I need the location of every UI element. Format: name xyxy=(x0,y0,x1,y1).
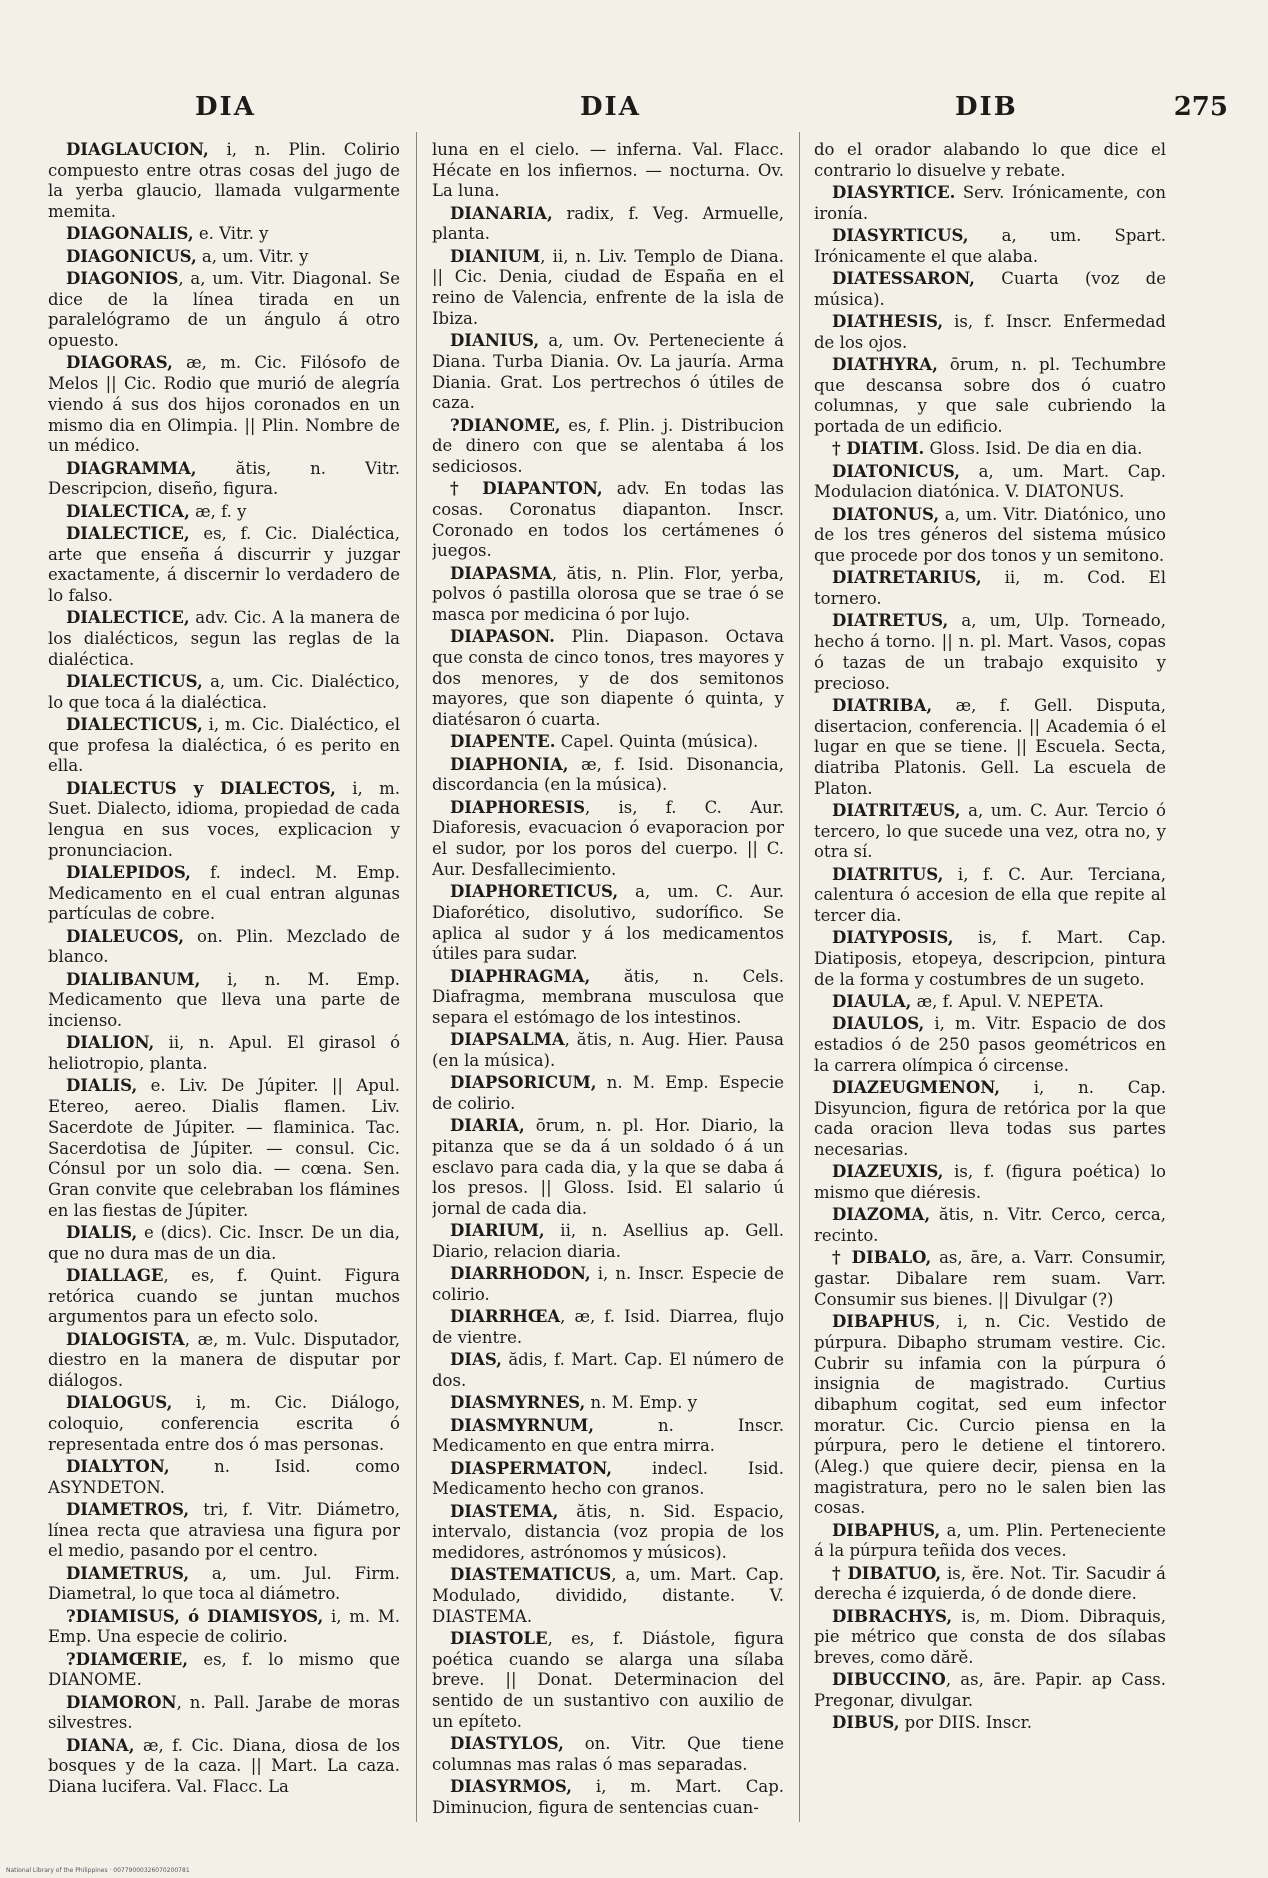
entry-headword: DIATRETUS, xyxy=(832,611,949,631)
entry-headword: DIAZEUXIS, xyxy=(832,1162,944,1182)
entry-headword: DIBAPHUS xyxy=(832,1312,936,1332)
dictionary-entry xyxy=(48,1650,400,1691)
entry-definition: ii, m. Cod. El tornero. xyxy=(814,568,1166,609)
entry-headword: DIASYRMOS, xyxy=(450,1777,572,1797)
entry-definition: ōrum, n. pl. Hor. Diario, la pitanza que se da á un soldado ó á un esclavo para cada dia, y la que se daba á los presos. || Gloss. Isid. El salario ú jornal de cada dia. xyxy=(432,1116,784,1219)
entry-headword: DIAMETROS, xyxy=(66,1500,190,1520)
entry-headword: DIALECTICA, xyxy=(66,501,190,521)
entry-definition: , a, um. Mart. Cap. Modulado, dividido, distante. V. DIASTEMA. xyxy=(432,1565,784,1626)
entry-definition: æ, f. Cic. Diana, diosa de los bosques y de la caza. || Mart. La caza. Diana lucifera. Val. Flacc. La xyxy=(48,1735,400,1797)
dictionary-entry xyxy=(814,269,1166,310)
entry-headword: DIAZEUGMENON, xyxy=(832,1078,1000,1098)
entry-definition: i, m. Cic. Dialéctico, el que profesa la dialéctica, ó es perito en ella. xyxy=(48,714,400,776)
dictionary-entry xyxy=(814,928,1166,990)
dictionary-entry xyxy=(814,1162,1166,1203)
entry-definition: ătis, n. Vitr. Descripcion, diseño, figura. xyxy=(48,458,400,499)
dictionary-entry xyxy=(48,1564,400,1605)
dictionary-entry xyxy=(814,696,1166,800)
entry-definition: ōrum, n. pl. Techumbre que descansa sobre dos ó cuatro columnas, y que sale cubriendo la portada de un edificio. xyxy=(814,355,1166,437)
entry-headword: DIATRETARIUS, xyxy=(832,568,982,588)
entry-headword: DIAULOS, xyxy=(832,1014,925,1034)
entry-headword: DIAPHONIA, xyxy=(450,754,569,774)
entry-definition: ădis, f. Mart. Cap. El número de dos. xyxy=(432,1350,784,1391)
entry-headword: DIALECTICUS, xyxy=(66,714,203,734)
entry-headword: † DIATIM. xyxy=(832,439,925,459)
page-number: 275 xyxy=(1173,92,1228,122)
dictionary-entry xyxy=(814,1078,1166,1161)
dictionary-entry xyxy=(48,1330,400,1392)
entry-headword: DIASTOLE xyxy=(450,1629,548,1649)
entry-definition: i, m. Vitr. Espacio de dos estadios ó de 250 pasos geométricos en la carrera olímpica ó circense. xyxy=(814,1014,1166,1075)
entry-headword: DIATRITÆUS, xyxy=(832,800,961,820)
dictionary-entry xyxy=(48,1076,400,1221)
entry-headword: DIAGONICUS, xyxy=(66,246,197,266)
entry-headword: DIAPSALMA xyxy=(450,1030,565,1050)
entry-headword: DIAPENTE. xyxy=(450,732,556,752)
entry-definition: tri, f. Vitr. Diámetro, línea recta que atraviesa una figura por el medio, pasando por el centro. xyxy=(48,1500,400,1561)
entry-definition: , ii, n. Liv. Templo de Diana. || Cic. Denia, ciudad de España en el reino de Valencia, enfrente de la isla de Ibiza. xyxy=(432,246,784,328)
entry-definition: n. M. Emp. y xyxy=(585,1393,698,1413)
entry-definition: , is, f. C. Aur. Diaforesis, evacuacion ó evaporacion por el sudor, por los poros del cuerpo. || C. Aur. Desfallecimiento. xyxy=(432,797,784,879)
entry-definition: Serv. Irónicamente, con ironía. xyxy=(814,183,1166,223)
text-column-2 xyxy=(432,140,784,1830)
entry-headword: DIBUS, xyxy=(832,1713,900,1733)
entry-definition: is, m. Diom. Dibraquis, pie métrico que consta de dos sílabas breves, como dărĕ. xyxy=(814,1606,1166,1668)
dictionary-entry xyxy=(432,564,784,626)
entry-headword: DIASYRTICUS, xyxy=(832,226,969,245)
entry-headword: DIALIS, xyxy=(66,1076,138,1096)
entry-headword: † DIBATUO, xyxy=(832,1563,942,1583)
entry-definition: f. indecl. M. Emp. Medicamento en el cual entran algunas partículas de cobre. xyxy=(48,863,400,924)
dictionary-entry xyxy=(48,1266,400,1328)
entry-definition: a, um. Plin. Perteneciente á la púrpura teñida dos veces. xyxy=(814,1520,1166,1561)
entry-definition: , a, um. Vitr. Diagonal. Se dice de la línea tirada en un paralelógramo de un ángulo á otro opuesto. xyxy=(48,269,400,351)
entry-definition: es, f. Plin. j. Distribucion de dinero con que se alentaba á los sediciosos. xyxy=(432,415,784,476)
library-credit: National Library of the Philippines · 00779000326070200781 xyxy=(6,1867,190,1874)
entry-definition: is, f. Mart. Cap. Diatiposis, etopeya, descripcion, pintura de la forma y costumbres de un sugeto. xyxy=(814,928,1166,989)
entry-definition: a, um. Mart. Cap. Modulacion diatónica. V. DIATONUS. xyxy=(814,461,1166,502)
entry-headword: DIATONUS, xyxy=(832,504,940,524)
dictionary-entry xyxy=(432,798,784,881)
dictionary-entry xyxy=(432,1393,784,1414)
entry-headword: DIAPASMA xyxy=(450,563,552,583)
entry-headword: DIALION, xyxy=(66,1033,155,1053)
entry-definition: a, um. C. Aur. Diaforético, disolutivo, sudorífico. Se aplica al sudor y á los medicamentos útiles para sudar. xyxy=(432,882,784,964)
entry-definition: a, um. Spart. Irónicamente el que alaba. xyxy=(814,226,1166,266)
entry-headword: DIBRACHYS, xyxy=(832,1606,953,1626)
entry-definition: a, um. Jul. Firm. Diametral, lo que toca al diámetro. xyxy=(48,1563,400,1604)
entry-headword: DIALOGISTA xyxy=(66,1329,185,1349)
entry-definition: , æ, f. Isid. Diarrea, flujo de vientre. xyxy=(432,1307,784,1348)
entry-definition: i, n. M. Emp. Medicamento que lleva una parte de incienso. xyxy=(48,969,400,1031)
entry-headword: DIALECTUS y DIALECTOS, xyxy=(66,778,336,798)
entry-headword: DIASMYRNES, xyxy=(450,1393,586,1413)
entry-definition: æ, m. Cic. Filósofo de Melos || Cic. Rodio que murió de alegría viendo á sus dos hijos coronados en un mismo dia en Olimpia. || Plin. Nombre de un médico. xyxy=(48,353,400,456)
dictionary-entry xyxy=(48,715,400,777)
entry-definition: a, um. Cic. Dialéctico, lo que toca á la dialéctica. xyxy=(48,671,400,712)
entry-definition: a, um. Vitr. Diatónico, uno de los tres géneros del sistema músico que procede por dos tonos y un semitono. xyxy=(814,504,1166,566)
dictionary-entry xyxy=(432,416,784,478)
entry-definition: e. Liv. De Júpiter. || Apul. Etereo, aereo. Dialis flamen. Liv. Sacerdote de Júpiter. — flaminica. Tac. Sacerdotisa de Júpiter. — consul. Cic. Cónsul por un solo dia. — cœna. Sen. Gran convite que celebraban los flámines en las fiestas de Júpiter. xyxy=(48,1076,400,1220)
dictionary-entry xyxy=(432,1073,784,1114)
dictionary-entry xyxy=(432,967,784,1029)
entry-definition: æ, f. Gell. Disputa, disertacion, conferencia. || Academia ó el lugar en que se tiene. || Escuela. Secta, diatriba Platonis. Gell. La escuela de Platon. xyxy=(814,695,1166,798)
dictionary-entry xyxy=(48,1033,400,1074)
dictionary-entry xyxy=(48,459,400,500)
dictionary-entry xyxy=(814,992,1166,1013)
text-column-1 xyxy=(48,140,400,1830)
dictionary-entry xyxy=(814,1014,1166,1076)
dictionary-entry xyxy=(814,1205,1166,1246)
dictionary-entry xyxy=(48,970,400,1032)
entry-headword: DIASTEMATICUS xyxy=(450,1565,612,1585)
header-left-word: DIA xyxy=(195,92,256,122)
entry-headword: DIARRHŒA xyxy=(450,1307,561,1327)
entry-definition: ii, n. Apul. El girasol ó heliotropio, planta. xyxy=(48,1033,400,1074)
dictionary-entry xyxy=(48,269,400,352)
entry-definition: por DIIS. Inscr. xyxy=(899,1713,1032,1733)
entry-definition: do el orador alabando lo que dice el contrario lo disuelve y rebate. xyxy=(814,140,1166,180)
entry-headword: DIASTEMA, xyxy=(450,1501,559,1521)
dictionary-entry xyxy=(48,1500,400,1562)
dictionary-entry xyxy=(814,568,1166,609)
dictionary-entry xyxy=(432,1459,784,1500)
dictionary-entry xyxy=(48,353,400,457)
entry-headword: DIAPHRAGMA, xyxy=(450,966,591,986)
entry-definition: æ, f. y xyxy=(189,501,247,521)
entry-definition: i, m. Mart. Cap. Diminucion, figura de sentencias cuan- xyxy=(432,1777,784,1817)
dictionary-entry xyxy=(48,247,400,268)
entry-definition: es, f. lo mismo que DIANOME. xyxy=(48,1649,400,1690)
dictionary-entry xyxy=(814,1607,1166,1669)
dictionary-entry xyxy=(814,439,1166,460)
entry-headword: DIATRIBA, xyxy=(832,695,933,715)
entry-definition: a, um. Vitr. y xyxy=(196,246,309,266)
entry-headword: DIBAPHUS, xyxy=(832,1520,941,1540)
entry-definition: is, f. Inscr. Enfermedad de los ojos. xyxy=(814,312,1166,352)
column-divider xyxy=(416,132,417,1822)
entry-headword: DIAPSORICUM, xyxy=(450,1073,597,1093)
entry-definition: , as, āre. Papir. ap Cass. Pregonar, divulgar. xyxy=(814,1670,1166,1711)
entry-headword: DIAPHORESIS xyxy=(450,797,586,817)
dictionary-entry xyxy=(432,627,784,731)
entry-headword: † DIBALO, xyxy=(832,1248,932,1268)
entry-definition: , ătis, n. Aug. Hier. Pausa (en la música). xyxy=(432,1030,784,1070)
dictionary-entry xyxy=(48,1607,400,1648)
text-column-3 xyxy=(814,140,1166,1830)
entry-definition: Plin. Diapason. Octava que consta de cinco tonos, tres mayores y dos menores, y de dos semitonos mayores, que son diapente ó quinta, y diatésaron ó cuarta. xyxy=(432,627,784,730)
entry-definition: i, m. Cic. Diálogo, coloquio, conferencia escrita ó representada entre dos ó mas personas. xyxy=(48,1393,400,1454)
entry-definition: ătis, n. Vitr. Cerco, cerca, recinto. xyxy=(814,1205,1166,1246)
entry-headword: DIAZOMA, xyxy=(832,1205,931,1225)
entry-headword: ?DIAMŒRIE, xyxy=(66,1649,188,1669)
entry-definition: on. Plin. Mezclado de blanco. xyxy=(48,926,400,967)
entry-definition: æ, f. Isid. Disonancia, discordancia (en la música). xyxy=(432,754,784,795)
dictionary-entry xyxy=(432,479,784,562)
dictionary-entry xyxy=(814,1312,1166,1519)
entry-definition: e (dics). Cic. Inscr. De un dia, que no dura mas de un dia. xyxy=(48,1222,400,1263)
entry-headword: DIATYPOSIS, xyxy=(832,928,954,948)
dictionary-entry xyxy=(814,1564,1166,1605)
entry-definition: i, n. Inscr. Especie de colirio. xyxy=(432,1264,784,1305)
entry-definition: Cuarta (voz de música). xyxy=(814,269,1166,309)
dictionary-entry xyxy=(814,1713,1166,1734)
entry-headword: DIATONICUS, xyxy=(832,461,960,481)
header-center-word: DIA xyxy=(580,92,641,122)
entry-definition: i, m. Suet. Dialecto, idioma, propiedad de cada lengua en sus voces, explicacion y pronunciacion. xyxy=(48,778,400,860)
entry-headword: ?DIANOME, xyxy=(450,415,561,435)
entry-headword: DIAMORON xyxy=(66,1692,177,1712)
entry-headword: DIALECTICUS, xyxy=(66,671,203,691)
dictionary-entry xyxy=(432,1116,784,1220)
entry-headword: DIAPASON. xyxy=(450,627,555,647)
entry-definition: , n. Pall. Jarabe de moras silvestres. xyxy=(48,1692,400,1733)
dictionary-entry xyxy=(48,1457,400,1498)
dictionary-entry xyxy=(814,312,1166,353)
dictionary-entry xyxy=(432,331,784,414)
entry-definition: is, ĕre. Not. Tir. Sacudir á derecha é izquierda, ó de donde diere. xyxy=(814,1563,1166,1604)
entry-definition: Capel. Quinta (música). xyxy=(555,732,759,752)
dictionary-entry xyxy=(432,1307,784,1348)
entry-headword: DIAGONALIS, xyxy=(66,224,194,244)
entry-definition: Gloss. Isid. De dia en dia. xyxy=(924,439,1143,459)
dictionary-entry xyxy=(432,1565,784,1627)
entry-definition: indecl. Isid. Medicamento hecho con granos. xyxy=(432,1458,784,1499)
dictionary-entry xyxy=(48,502,400,523)
running-header xyxy=(40,92,1228,132)
dictionary-entry xyxy=(814,1670,1166,1711)
entry-headword: DIALECTICE, xyxy=(66,608,190,628)
dictionary-entry xyxy=(432,1350,784,1391)
entry-headword: ?DIAMISUS, ó DIAMISYOS, xyxy=(66,1606,324,1626)
dictionary-entry xyxy=(48,1223,400,1264)
dictionary-entry xyxy=(48,224,400,245)
entry-headword: DIANIUS, xyxy=(450,331,540,351)
dictionary-entry xyxy=(814,462,1166,503)
entry-definition: , æ, m. Vulc. Disputador, diestro en la manera de disputar por diálogos. xyxy=(48,1329,400,1391)
header-right-word: DIB xyxy=(955,92,1018,122)
entry-headword: DIBUCCINO xyxy=(832,1670,946,1690)
entry-definition: , es, f. Quint. Figura retórica cuando se juntan muchos argumentos para un efecto solo. xyxy=(48,1265,400,1327)
dictionary-entry xyxy=(48,1393,400,1455)
dictionary-entry xyxy=(432,1734,784,1775)
dictionary-entry xyxy=(432,1221,784,1262)
entry-headword: DIALIS, xyxy=(66,1222,138,1242)
entry-definition: , i, n. Cic. Vestido de púrpura. Dibapho strumam vestire. Cic. Cubrir su infamia con la púrpura ó insignia de magistrado. Curtius dibaphum cogitat, sed eum infector moratur. Cic. Curcio piensa en la púrpura, pero le detiene el tintorero. (Aleg.) que quiere decir, piensa en la magistratura, pero no le salen bien las cosas. xyxy=(814,1312,1166,1518)
dictionary-entry xyxy=(432,204,784,245)
entry-definition: n. M. Emp. Especie de colirio. xyxy=(432,1073,784,1113)
dictionary-entry xyxy=(432,1416,784,1457)
entry-definition: i, f. C. Aur. Terciana, calentura ó accesion de ella que repite al tercer dia. xyxy=(814,864,1166,926)
entry-headword: DIASTYLOS, xyxy=(450,1734,564,1754)
entry-definition: n. Inscr. Medicamento en que entra mirra. xyxy=(432,1415,784,1456)
column-divider xyxy=(799,132,800,1822)
dictionary-entry xyxy=(432,732,784,753)
entry-headword: † DIAPANTON, xyxy=(450,479,603,499)
entry-definition: as, āre, a. Varr. Consumir, gastar. Dibalare rem suam. Varr. Consumir sus bienes. || Divulgar (?) xyxy=(814,1248,1166,1309)
dictionary-entry xyxy=(48,927,400,968)
dictionary-entry xyxy=(814,801,1166,863)
entry-definition: a, um. C. Aur. Tercio ó tercero, lo que sucede una vez, otra no, y otra sí. xyxy=(814,800,1166,862)
dictionary-entry xyxy=(432,882,784,965)
entry-headword: DIALEPIDOS, xyxy=(66,863,191,883)
entry-headword: DIASYRTICE. xyxy=(832,183,956,202)
entry-definition: i, n. Cap. Disyuncion, figura de retórica por la que cada oracion lleva todas sus partes necesarias. xyxy=(814,1078,1166,1160)
entry-headword: DIALOGUS, xyxy=(66,1393,173,1413)
entry-headword: DIAGLAUCION, xyxy=(66,140,209,159)
dictionary-entry xyxy=(48,863,400,925)
dictionary-entry xyxy=(814,1248,1166,1310)
entry-headword: DIATRITUS, xyxy=(832,864,944,884)
entry-headword: DIAMETRUS, xyxy=(66,1563,190,1583)
entry-headword: DIAS, xyxy=(450,1350,502,1370)
entry-definition: , es, f. Diástole, figura poética cuando se alarga una sílaba breve. || Donat. Determinacion del sentido de un sustantivo con auxilio de un epíteto. xyxy=(432,1629,784,1731)
dictionary-entry xyxy=(432,140,784,202)
entry-definition: adv. Cic. A la manera de los dialécticos, segun las reglas de la dialéctica. xyxy=(48,608,400,669)
entry-definition: a, um, Ulp. Torneado, hecho á torno. || n. pl. Mart. Vasos, copas ó tazas de un trabajo exquisito y precioso. xyxy=(814,611,1166,693)
entry-definition: radix, f. Veg. Armuelle, planta. xyxy=(432,203,784,244)
entry-definition: æ, f. Apul. V. NEPETA. xyxy=(911,992,1104,1012)
entry-definition: ătis, n. Cels. Diafragma, membrana musculosa que separa el estómago de los intestinos. xyxy=(432,966,784,1027)
dictionary-entry xyxy=(432,1030,784,1071)
entry-headword: DIALLAGE xyxy=(66,1265,164,1285)
entry-headword: DIAGRAMMA, xyxy=(66,458,197,478)
entry-definition: is, f. (figura poética) lo mismo que diéresis. xyxy=(814,1162,1166,1203)
dictionary-entry xyxy=(48,672,400,713)
dictionary-entry xyxy=(814,611,1166,694)
entry-definition: , ătis, n. Plin. Flor, yerba, polvos ó pastilla olorosa que se trae ó se masca por medicina ó por lujo. xyxy=(432,563,784,625)
entry-headword: DIARRHODON, xyxy=(450,1264,591,1284)
dictionary-entry xyxy=(814,355,1166,438)
entry-definition: ătis, n. Sid. Espacio, intervalo, distancia (voz propia de los medidores, astrónomos y músicos). xyxy=(432,1501,784,1563)
dictionary-entry xyxy=(814,140,1166,181)
dictionary-entry xyxy=(432,1629,784,1733)
dictionary-entry xyxy=(48,1736,400,1798)
entry-definition: ii, n. Asellius ap. Gell. Diario, relacion diaria. xyxy=(432,1221,784,1262)
entry-headword: DIATHYRA, xyxy=(832,355,938,374)
entry-headword: DIASPERMATON, xyxy=(450,1458,613,1478)
entry-headword: DIAGONIOS xyxy=(66,269,179,288)
dictionary-entry xyxy=(48,1693,400,1734)
entry-headword: DIATESSARON, xyxy=(832,269,975,288)
dictionary-entry xyxy=(432,247,784,330)
entry-definition: a, um. Ov. Perteneciente á Diana. Turba Diania. Ov. La jauría. Arma Diania. Grat. Los pertrechos ó útiles de caza. xyxy=(432,331,784,413)
dictionary-entry xyxy=(48,779,400,862)
entry-headword: DIALEUCOS, xyxy=(66,926,184,946)
entry-headword: DIARIA, xyxy=(450,1116,525,1136)
entry-headword: DIANA, xyxy=(66,1735,135,1755)
entry-definition: adv. En todas las cosas. Coronatus diapanton. Inscr. Coronado en todos los certámenes ó juegos. xyxy=(432,479,784,561)
dictionary-entry xyxy=(814,1521,1166,1562)
dictionary-entry xyxy=(432,1777,784,1818)
entry-headword: DIAULA, xyxy=(832,992,912,1012)
dictionary-entry xyxy=(48,140,400,223)
dictionary-entry xyxy=(814,183,1166,224)
entry-definition: on. Vitr. Que tiene columnas mas ralas ó mas separadas. xyxy=(432,1734,784,1774)
dictionary-entry xyxy=(814,865,1166,927)
entry-headword: DIAGORAS, xyxy=(66,353,173,373)
entry-headword: DIAPHORETICUS, xyxy=(450,882,619,902)
entry-headword: DIARIUM, xyxy=(450,1221,545,1241)
entry-headword: DIATHESIS, xyxy=(832,312,944,331)
entry-headword: DIASMYRNUM, xyxy=(450,1415,594,1435)
entry-headword: DIANARIA, xyxy=(450,203,553,223)
dictionary-entry xyxy=(814,505,1166,567)
entry-definition: n. Isid. como ASYNDETON. xyxy=(48,1457,400,1497)
entry-headword: DIANIUM xyxy=(450,246,541,266)
dictionary-entry xyxy=(814,226,1166,267)
entry-definition: luna en el cielo. — inferna. Val. Flacc. Hécate en los infiernos. — nocturna. Ov. La luna. xyxy=(432,140,784,201)
entry-definition: es, f. Cic. Dialéctica, arte que enseña á discurrir y juzgar exactamente, á discernir lo verdadero de lo falso. xyxy=(48,523,400,605)
entry-definition: e. Vitr. y xyxy=(193,224,269,244)
dictionary-entry xyxy=(48,524,400,607)
entry-definition: i, n. Plin. Colirio compuesto entre otras cosas del jugo de la yerba glaucio, llamada vulgarmente memita. xyxy=(48,140,400,222)
entry-headword: DIALECTICE, xyxy=(66,523,190,543)
dictionary-entry xyxy=(432,1264,784,1305)
dictionary-entry xyxy=(48,608,400,670)
entry-headword: DIALIBANUM, xyxy=(66,969,201,989)
dictionary-entry xyxy=(432,1502,784,1564)
entry-headword: DIALYTON, xyxy=(66,1457,170,1477)
entry-definition: i, m. M. Emp. Una especie de colirio. xyxy=(48,1606,400,1647)
dictionary-entry xyxy=(432,755,784,796)
